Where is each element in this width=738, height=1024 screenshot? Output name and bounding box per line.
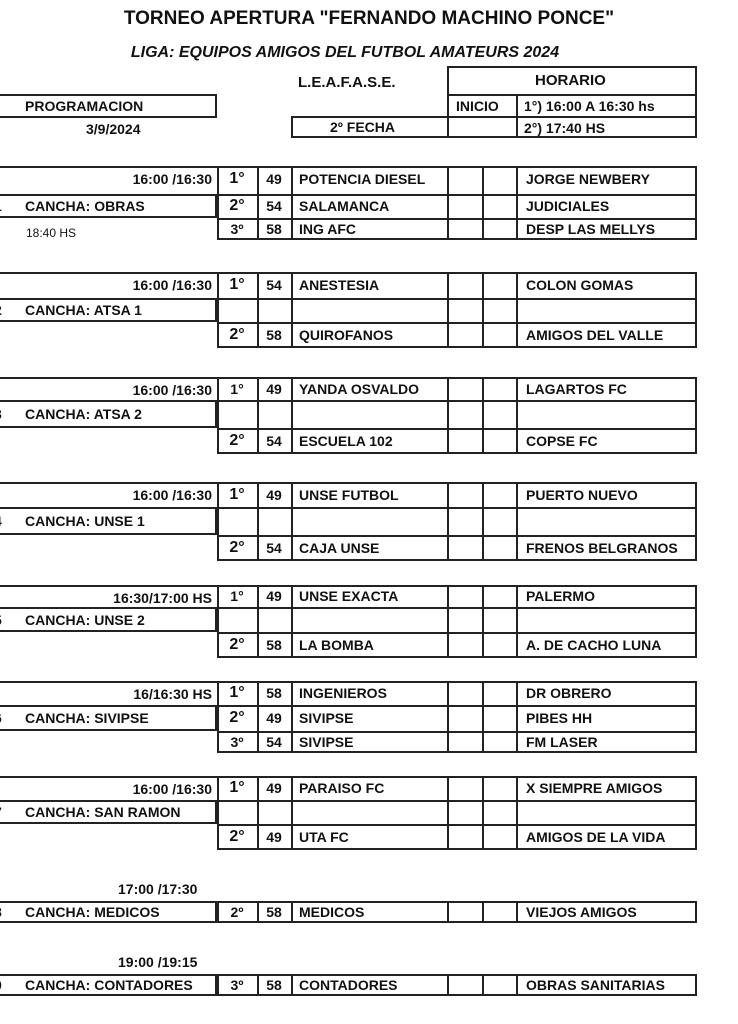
grid-divider (447, 272, 449, 348)
home-team: CONTADORES (299, 977, 398, 993)
away-team: JORGE NEWBERY (526, 171, 650, 187)
section-number (0, 803, 2, 821)
away-team: LAGARTOS FC (526, 380, 627, 397)
grid-divider (516, 776, 518, 850)
grid-divider (482, 901, 484, 923)
grid-divider (217, 322, 697, 324)
grid-divider (447, 681, 449, 753)
away-team: VIEJOS AMIGOS (526, 904, 637, 920)
cancha-label: CANCHA: SAN RAMON (25, 804, 181, 820)
section-time: 16:30/17:00 HS (113, 590, 212, 606)
home-team: QUIROFANOS (299, 327, 394, 343)
match-category: 49 (266, 171, 282, 187)
grid-divider (291, 901, 293, 923)
home-team: UNSE EXACTA (299, 588, 399, 604)
grid-divider (0, 681, 217, 683)
home-team: UNSE FUTBOL (299, 486, 399, 503)
org-name: L.E.A.F.A.S.E. (298, 74, 396, 91)
grid-divider (0, 377, 217, 379)
horario-label: HORARIO (535, 72, 606, 89)
match-order: 2° (229, 539, 245, 556)
match-category: 58 (266, 221, 282, 237)
home-team: SALAMANCA (299, 198, 390, 214)
match-order: 1° (229, 779, 245, 796)
section-number (0, 903, 2, 921)
grid-divider (447, 585, 449, 658)
section-time: 16/16:30 HS (133, 686, 212, 702)
match-order: 2° (229, 709, 245, 726)
section-number (0, 512, 2, 530)
inicio-label: INICIO (456, 98, 499, 114)
grid-divider (516, 272, 518, 348)
cancha-label: CANCHA: ATSA 1 (25, 302, 142, 318)
match-order: 2° (229, 636, 245, 653)
grid-divider (291, 681, 293, 753)
away-team: COPSE FC (526, 433, 598, 449)
home-team: MEDICOS (299, 904, 365, 920)
grid-divider (217, 298, 697, 300)
grid-divider (291, 482, 293, 561)
home-team: SIVIPSE (299, 734, 354, 750)
grid-divider (291, 166, 293, 240)
match-order: 2° (229, 828, 245, 845)
match-category: 49 (266, 486, 282, 503)
match-category: 54 (266, 433, 282, 449)
section-number (0, 301, 2, 319)
grid-divider (217, 705, 697, 707)
grid-divider (217, 800, 697, 802)
section-time: 16:00 /16:30 (132, 382, 212, 398)
home-team: ING AFC (299, 221, 357, 237)
grid-divider (217, 507, 697, 509)
cancha-label: CANCHA: UNSE 1 (25, 513, 145, 529)
match-category: 49 (266, 380, 282, 397)
league-subtitle: LIGA: EQUIPOS AMIGOS DEL FUTBOL AMATEURS 2024 (130, 44, 560, 61)
grid-divider (0, 585, 217, 587)
section-time: 16:00 /16:30 (132, 171, 212, 187)
match-order: 2° (229, 432, 245, 449)
match-order: 2° (229, 326, 245, 343)
horario-1: 1°) 16:00 A 16:30 hs (524, 98, 655, 114)
match-category: 58 (266, 977, 282, 993)
away-team: AMIGOS DE LA VIDA (526, 829, 666, 845)
grid-divider (217, 194, 697, 196)
home-team: INGENIEROS (299, 685, 387, 701)
grid-divider (291, 585, 293, 658)
grid-divider (447, 901, 449, 923)
grid-divider (447, 482, 449, 561)
cancha-label: CANCHA: CONTADORES (25, 977, 193, 993)
home-team: ESCUELA 102 (299, 433, 393, 449)
grid-divider (482, 974, 484, 996)
match-category: 49 (266, 588, 282, 604)
match-order: 1° (229, 170, 245, 187)
away-team: PIBES HH (526, 710, 593, 726)
match-category: 54 (266, 734, 282, 750)
grid-divider (291, 776, 293, 850)
schedule-date: 3/9/2024 (86, 121, 141, 137)
section-time: 16:00 /16:30 (132, 277, 212, 293)
away-team: COLON GOMAS (526, 277, 634, 293)
cancha-label: CANCHA: UNSE 2 (25, 611, 145, 628)
grid-divider (482, 377, 484, 454)
grid-divider (516, 901, 518, 923)
away-team: X SIEMPRE AMIGOS (526, 780, 663, 796)
cancha-label: CANCHA: ATSA 2 (25, 406, 142, 422)
match-order: 1° (230, 380, 244, 397)
away-team: AMIGOS DEL VALLE (526, 327, 664, 343)
home-team: UTA FC (299, 829, 349, 845)
away-team: FRENOS BELGRANOS (526, 540, 678, 556)
section-number (0, 611, 2, 629)
away-team: FM LASER (526, 734, 598, 750)
grid-divider (516, 974, 518, 996)
section-time: 16:00 /16:30 (132, 487, 212, 503)
section-number (0, 709, 2, 727)
home-team: SIVIPSE (299, 710, 354, 726)
grid-divider (217, 428, 697, 430)
away-team: PALERMO (526, 588, 595, 604)
match-category: 54 (266, 540, 282, 556)
horario-2: 2°) 17:40 HS (524, 120, 606, 136)
match-order: 1° (229, 684, 245, 701)
grid-divider (291, 974, 293, 996)
away-team: DR OBRERO (526, 685, 612, 701)
section-note: 18:40 HS (26, 226, 77, 240)
match-category: 58 (266, 685, 282, 701)
section-number (0, 197, 2, 215)
grid-divider (217, 400, 697, 402)
away-team: A. DE CACHO LUNA (526, 637, 662, 653)
home-team: LA BOMBA (299, 637, 374, 653)
grid-divider (0, 776, 217, 778)
grid-divider (217, 535, 697, 537)
cancha-label: CANCHA: OBRAS (25, 198, 145, 214)
home-team: CAJA UNSE (299, 540, 380, 556)
cancha-label: CANCHA: SIVIPSE (25, 710, 149, 726)
match-category: 49 (266, 710, 282, 726)
grid-divider (291, 377, 293, 454)
match-order: 2° (229, 197, 245, 214)
grid-divider (516, 585, 518, 658)
match-category: 54 (266, 277, 282, 293)
match-category: 49 (266, 829, 282, 845)
match-order: 1° (229, 276, 245, 293)
grid-divider (482, 272, 484, 348)
grid-divider (0, 166, 217, 168)
match-category: 58 (266, 904, 282, 920)
match-category: 49 (266, 780, 282, 796)
match-category: 58 (266, 327, 282, 343)
section-number (0, 405, 2, 423)
grid-divider (516, 681, 518, 753)
section-number (0, 976, 2, 994)
match-category: 54 (266, 198, 282, 214)
grid-divider (482, 482, 484, 561)
section-time: 19:00 /19:15 (118, 954, 198, 970)
match-order: 1° (229, 485, 245, 503)
grid-divider (447, 776, 449, 850)
grid-divider (482, 776, 484, 850)
grid-divider (217, 824, 697, 826)
section-time: 17:00 /17:30 (118, 881, 198, 897)
grid-divider (447, 166, 449, 240)
match-order: 3º (230, 221, 244, 237)
match-order: 1° (230, 588, 244, 604)
cancha-label: CANCHA: MEDICOS (25, 904, 160, 920)
home-team: ANESTESIA (299, 277, 380, 293)
away-team: PUERTO NUEVO (526, 486, 638, 503)
programacion-label: PROGRAMACION (25, 98, 144, 114)
away-team: JUDICIALES (526, 198, 610, 214)
home-team: YANDA OSVALDO (299, 380, 420, 397)
grid-divider (0, 482, 217, 484)
match-order: 3º (230, 977, 244, 993)
grid-divider (291, 272, 293, 348)
grid-divider (516, 166, 518, 240)
grid-divider (482, 681, 484, 753)
tournament-title: TORNEO APERTURA "FERNANDO MACHINO PONCE" (123, 8, 615, 29)
grid-divider (482, 585, 484, 658)
grid-divider (217, 632, 697, 634)
away-team: OBRAS SANITARIAS (526, 977, 665, 993)
grid-divider (0, 272, 217, 274)
grid-divider (516, 482, 518, 561)
grid-divider (447, 974, 449, 996)
match-order: 2º (230, 904, 244, 920)
home-team: POTENCIA DIESEL (299, 171, 426, 187)
away-team: DESP LAS MELLYS (526, 221, 656, 237)
match-order: 3º (230, 734, 244, 750)
match-category: 58 (266, 637, 282, 653)
grid-divider (447, 377, 449, 454)
grid-divider (482, 166, 484, 240)
grid-divider (217, 607, 697, 609)
section-time: 16:00 /16:30 (132, 781, 212, 797)
grid-divider (516, 377, 518, 454)
home-team: PARAISO FC (299, 780, 385, 796)
fecha-label: 2º FECHA (330, 119, 396, 135)
